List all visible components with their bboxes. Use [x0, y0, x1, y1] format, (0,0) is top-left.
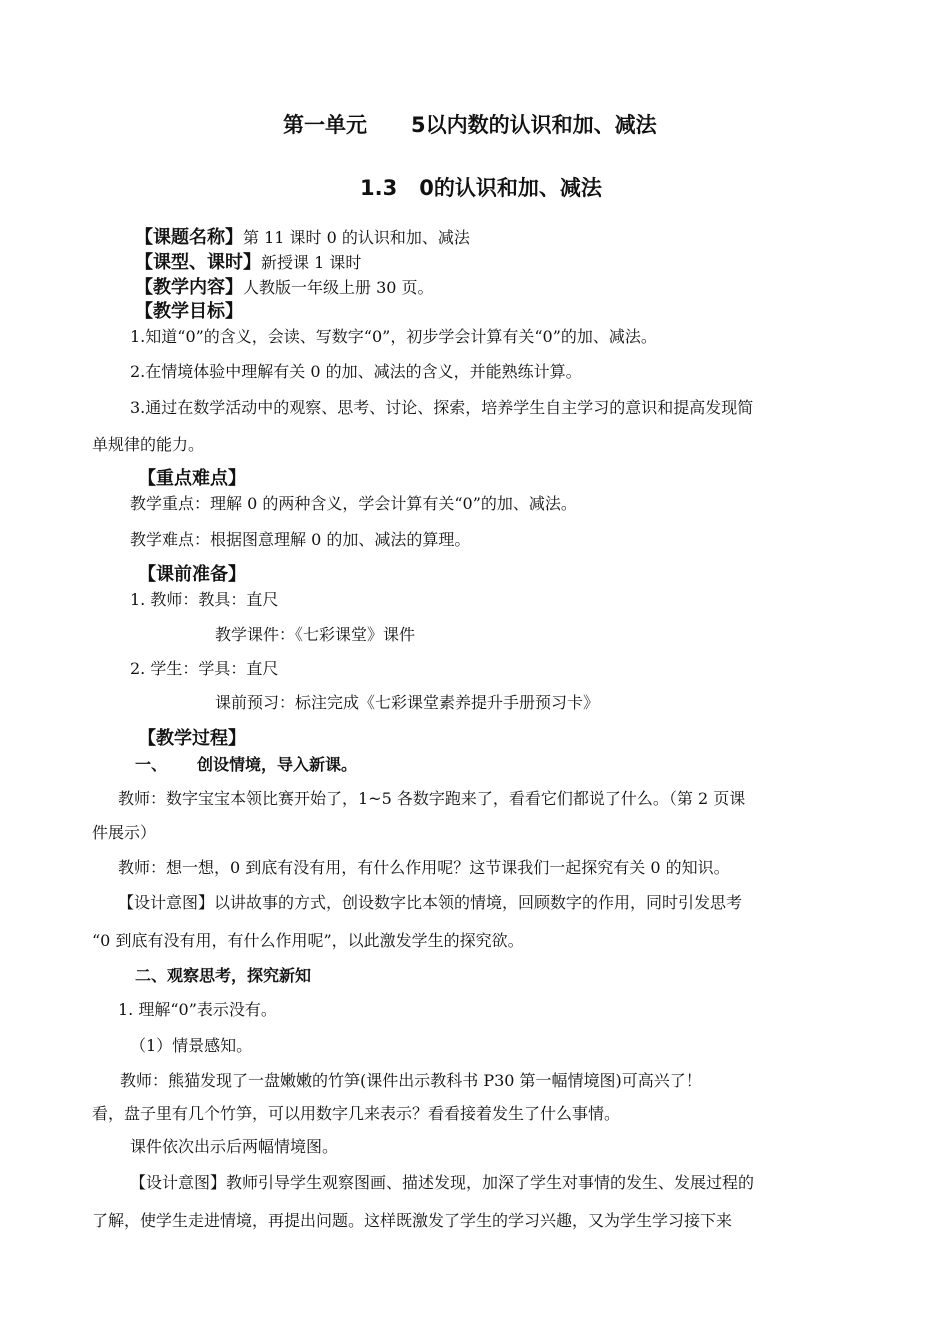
unit-label: 第一单元 — [283, 113, 367, 137]
unit-title: 5以内数的认识和加、减法 — [411, 113, 657, 137]
teaching-difficulty: 教学难点：根据图意理解 0 的加、减法的算理。 — [130, 530, 471, 549]
goal-3-line-2: 单规律的能力。 — [92, 435, 205, 454]
step-2-item-1-sub: （1）情景感知。 — [130, 1036, 253, 1055]
lesson-heading — [360, 175, 602, 201]
teaching-focus: 教学重点：理解 0 的两种含义，学会计算有关“0”的加、减法。 — [130, 494, 577, 513]
topic-value: 第 11 课时 0 的认识和加、减法 — [243, 228, 470, 247]
step-2-heading: 二、观察思考，探究新知 — [135, 966, 312, 985]
design-intent-1-line-1: 【设计意图】以讲故事的方式，创设数字比本领的情境，回顾数字的作用，同时引发思考 — [118, 893, 743, 912]
paragraph-4-line-2: 看，盘子里有几个竹笋，可以用数字几来表示？看看接着发生了什么事情。 — [92, 1104, 621, 1123]
design-intent-2-line-1: 【设计意图】教师引导学生观察图画、描述发现，加深了学生对事情的发生、发展过程的 — [130, 1173, 755, 1192]
prep-student-preview: 课前预习：标注完成《七彩课堂素养提升手册预习卡》 — [215, 693, 600, 712]
design-intent-1-line-2: “0 到底有没有用，有什么作用呢”，以此激发学生的探究欲。 — [92, 931, 524, 950]
design-intent-2-line-2: 了解，使学生走进情境，再提出问题。这样既激发了学生的学习兴趣，又为学生学习接下来 — [92, 1211, 733, 1230]
goal-2: 2.在情境体验中理解有关 0 的加、减法的含义，并能熟练计算。 — [130, 362, 582, 381]
type-value: 新授课 1 课时 — [261, 253, 362, 272]
keypoints-label: 【重点难点】 — [138, 468, 246, 489]
step-1-number: 一、 — [135, 755, 168, 774]
paragraph-1-line-2: 件展示） — [92, 823, 157, 842]
lesson-title: 0的认识和加、减法 — [419, 176, 602, 200]
goals-label: 【教学目标】 — [135, 301, 243, 322]
goal-1: 1.知道“0”的含义，会读、写数字“0”，初步学会计算有关“0”的加、减法。 — [130, 327, 657, 346]
step-1-heading — [135, 755, 357, 775]
step-2-item-1: 1. 理解“0”表示没有。 — [118, 1000, 277, 1019]
meta-content — [135, 278, 434, 298]
meta-topic — [135, 228, 470, 248]
topic-label: 【课题名称】 — [135, 227, 243, 248]
prep-label: 【课前准备】 — [138, 564, 246, 585]
content-label: 【教学内容】 — [135, 277, 243, 298]
prep-teacher-courseware: 教学课件：《七彩课堂》课件 — [215, 625, 416, 644]
paragraph-5: 课件依次出示后两幅情境图。 — [130, 1137, 339, 1156]
paragraph-2: 教师：想一想，0 到底有没有用，有什么作用呢？这节课我们一起探究有关 0 的知识。 — [118, 858, 730, 877]
paragraph-1-line-1: 教师：数字宝宝本领比赛开始了，1~5 各数字跑来了，看看它们都说了什么。（第 2 页课 — [118, 789, 746, 808]
content-value: 人教版一年级上册 30 页。 — [243, 278, 434, 297]
lesson-number: 1.3 — [360, 176, 398, 200]
goal-3-line-1: 3.通过在数学活动中的观察、思考、讨论、探索，培养学生自主学习的意识和提高发现简 — [130, 398, 754, 417]
meta-type — [135, 253, 361, 273]
prep-teacher-tools: 1. 教师：教具：直尺 — [130, 590, 279, 609]
process-label: 【教学过程】 — [138, 728, 246, 749]
prep-student-tools: 2. 学生：学具：直尺 — [130, 659, 279, 678]
paragraph-4-line-1: 教师：熊猫发现了一盘嫩嫩的竹笋(课件出示教科书 P30 第一幅情境图)可高兴了！ — [120, 1071, 702, 1090]
type-label: 【课型、课时】 — [135, 252, 261, 273]
unit-heading — [283, 112, 657, 138]
step-1-title: 创设情境，导入新课。 — [197, 755, 358, 774]
